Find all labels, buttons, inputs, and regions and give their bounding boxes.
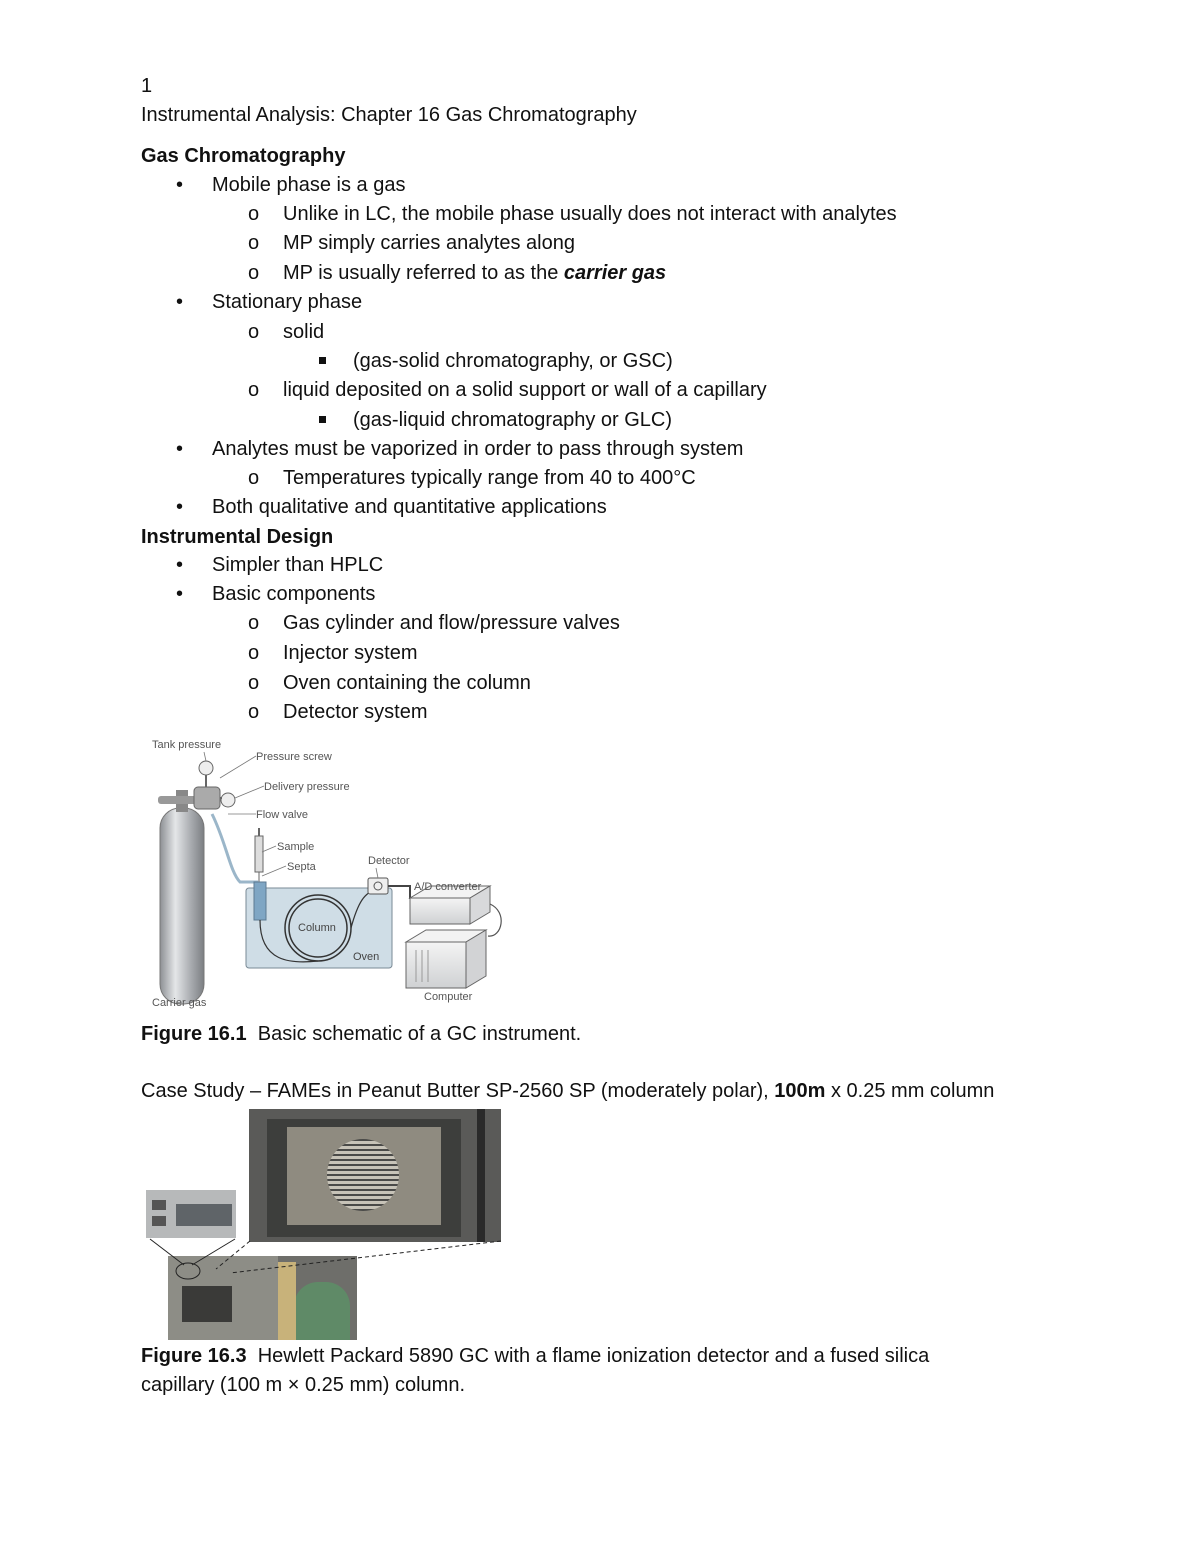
pressure-regulator-icon <box>194 761 235 809</box>
list-item: Analytes must be vaporized in order to pass through system <box>212 438 744 460</box>
syringe-icon <box>255 828 263 884</box>
circle-bullet-icon: o <box>248 672 260 694</box>
label-ad-converter: A/D converter <box>414 881 482 893</box>
ad-converter-box <box>410 886 501 936</box>
list-item: Detector system <box>283 701 428 723</box>
list-item: Injector system <box>283 642 418 664</box>
label-septa: Septa <box>287 861 316 873</box>
label-delivery-pressure: Delivery pressure <box>264 781 350 793</box>
emphasis-carrier-gas: carrier gas <box>563 262 667 284</box>
label-computer: Computer <box>424 991 473 1003</box>
label-column: Column <box>298 922 336 934</box>
bullet-icon: • <box>176 291 184 313</box>
square-bullet-icon <box>319 357 326 364</box>
list-item: Unlike in LC, the mobile phase usually does not interact with analytes <box>283 203 897 225</box>
list-item: Mobile phase is a gas <box>212 174 406 196</box>
circle-bullet-icon: o <box>248 379 260 401</box>
label-sample: Sample <box>277 841 315 853</box>
label-flow-valve: Flow valve <box>256 809 308 821</box>
figure-caption-line2: capillary (100 m × 0.25 mm) column. <box>141 1374 466 1396</box>
list-item: Stationary phase <box>212 291 363 313</box>
bullet-icon: • <box>176 583 184 605</box>
page-number: 1 <box>141 75 153 97</box>
section-heading-gas-chromatography: Gas Chromatography <box>141 145 346 167</box>
circle-bullet-icon: o <box>248 262 260 284</box>
figure-caption: Figure 16.1 Basic schematic of a GC instrument. <box>141 1023 582 1045</box>
circle-bullet-icon: o <box>248 321 260 343</box>
list-item: MP is usually referred to as the carrier gas <box>283 262 667 284</box>
callout-lines <box>140 1185 510 1285</box>
bullet-icon: • <box>176 496 184 518</box>
list-item: liquid deposited on a solid support or wall of a capillary <box>283 379 767 401</box>
figure-label: Figure 16.1 <box>141 1023 247 1045</box>
figure-label: Figure 16.3 <box>141 1345 247 1367</box>
gc-schematic-diagram <box>140 732 520 1012</box>
label-tank-pressure: Tank pressure <box>152 739 222 751</box>
case-study-line: Case Study – FAMEs in Peanut Butter SP-2560 SP (moderately polar), 100m x 0.25 mm column <box>141 1080 995 1102</box>
list-item: Gas cylinder and flow/pressure valves <box>283 612 620 634</box>
circle-bullet-icon: o <box>248 612 260 634</box>
circle-bullet-icon: o <box>248 232 260 254</box>
list-item: Basic components <box>212 583 376 605</box>
list-item: Temperatures typically range from 40 to 400°C <box>283 467 696 489</box>
label-pressure-screw: Pressure screw <box>256 751 332 763</box>
bullet-icon: • <box>176 438 184 460</box>
list-item: (gas-liquid chromatography or GLC) <box>353 409 673 431</box>
list-item: solid <box>283 321 325 343</box>
bullet-icon: • <box>176 174 184 196</box>
document-header: Instrumental Analysis: Chapter 16 Gas Chromatography <box>141 104 637 126</box>
section-heading-instrumental-design: Instrumental Design <box>141 526 334 548</box>
list-item: (gas-solid chromatography, or GSC) <box>353 350 673 372</box>
label-oven: Oven <box>353 951 380 963</box>
circle-bullet-icon: o <box>248 467 260 489</box>
list-item: Both qualitative and quantitative applications <box>212 496 607 518</box>
computer-box <box>406 930 486 988</box>
label-carrier-gas: Carrier gas <box>152 997 207 1009</box>
gas-cylinder-icon <box>158 790 206 1004</box>
circle-bullet-icon: o <box>248 642 260 664</box>
list-item: Oven containing the column <box>283 672 531 694</box>
figure-caption: Figure 16.3 Hewlett Packard 5890 GC with a flame ionization detector and a fused silica <box>141 1345 930 1367</box>
list-item: MP simply carries analytes along <box>283 232 575 254</box>
label-detector: Detector <box>368 855 410 867</box>
list-item: Simpler than HPLC <box>212 554 384 576</box>
bullet-icon: • <box>176 554 184 576</box>
circle-bullet-icon: o <box>248 203 260 225</box>
square-bullet-icon <box>319 416 326 423</box>
circle-bullet-icon: o <box>248 701 260 723</box>
carrier-gas-line <box>212 814 258 882</box>
